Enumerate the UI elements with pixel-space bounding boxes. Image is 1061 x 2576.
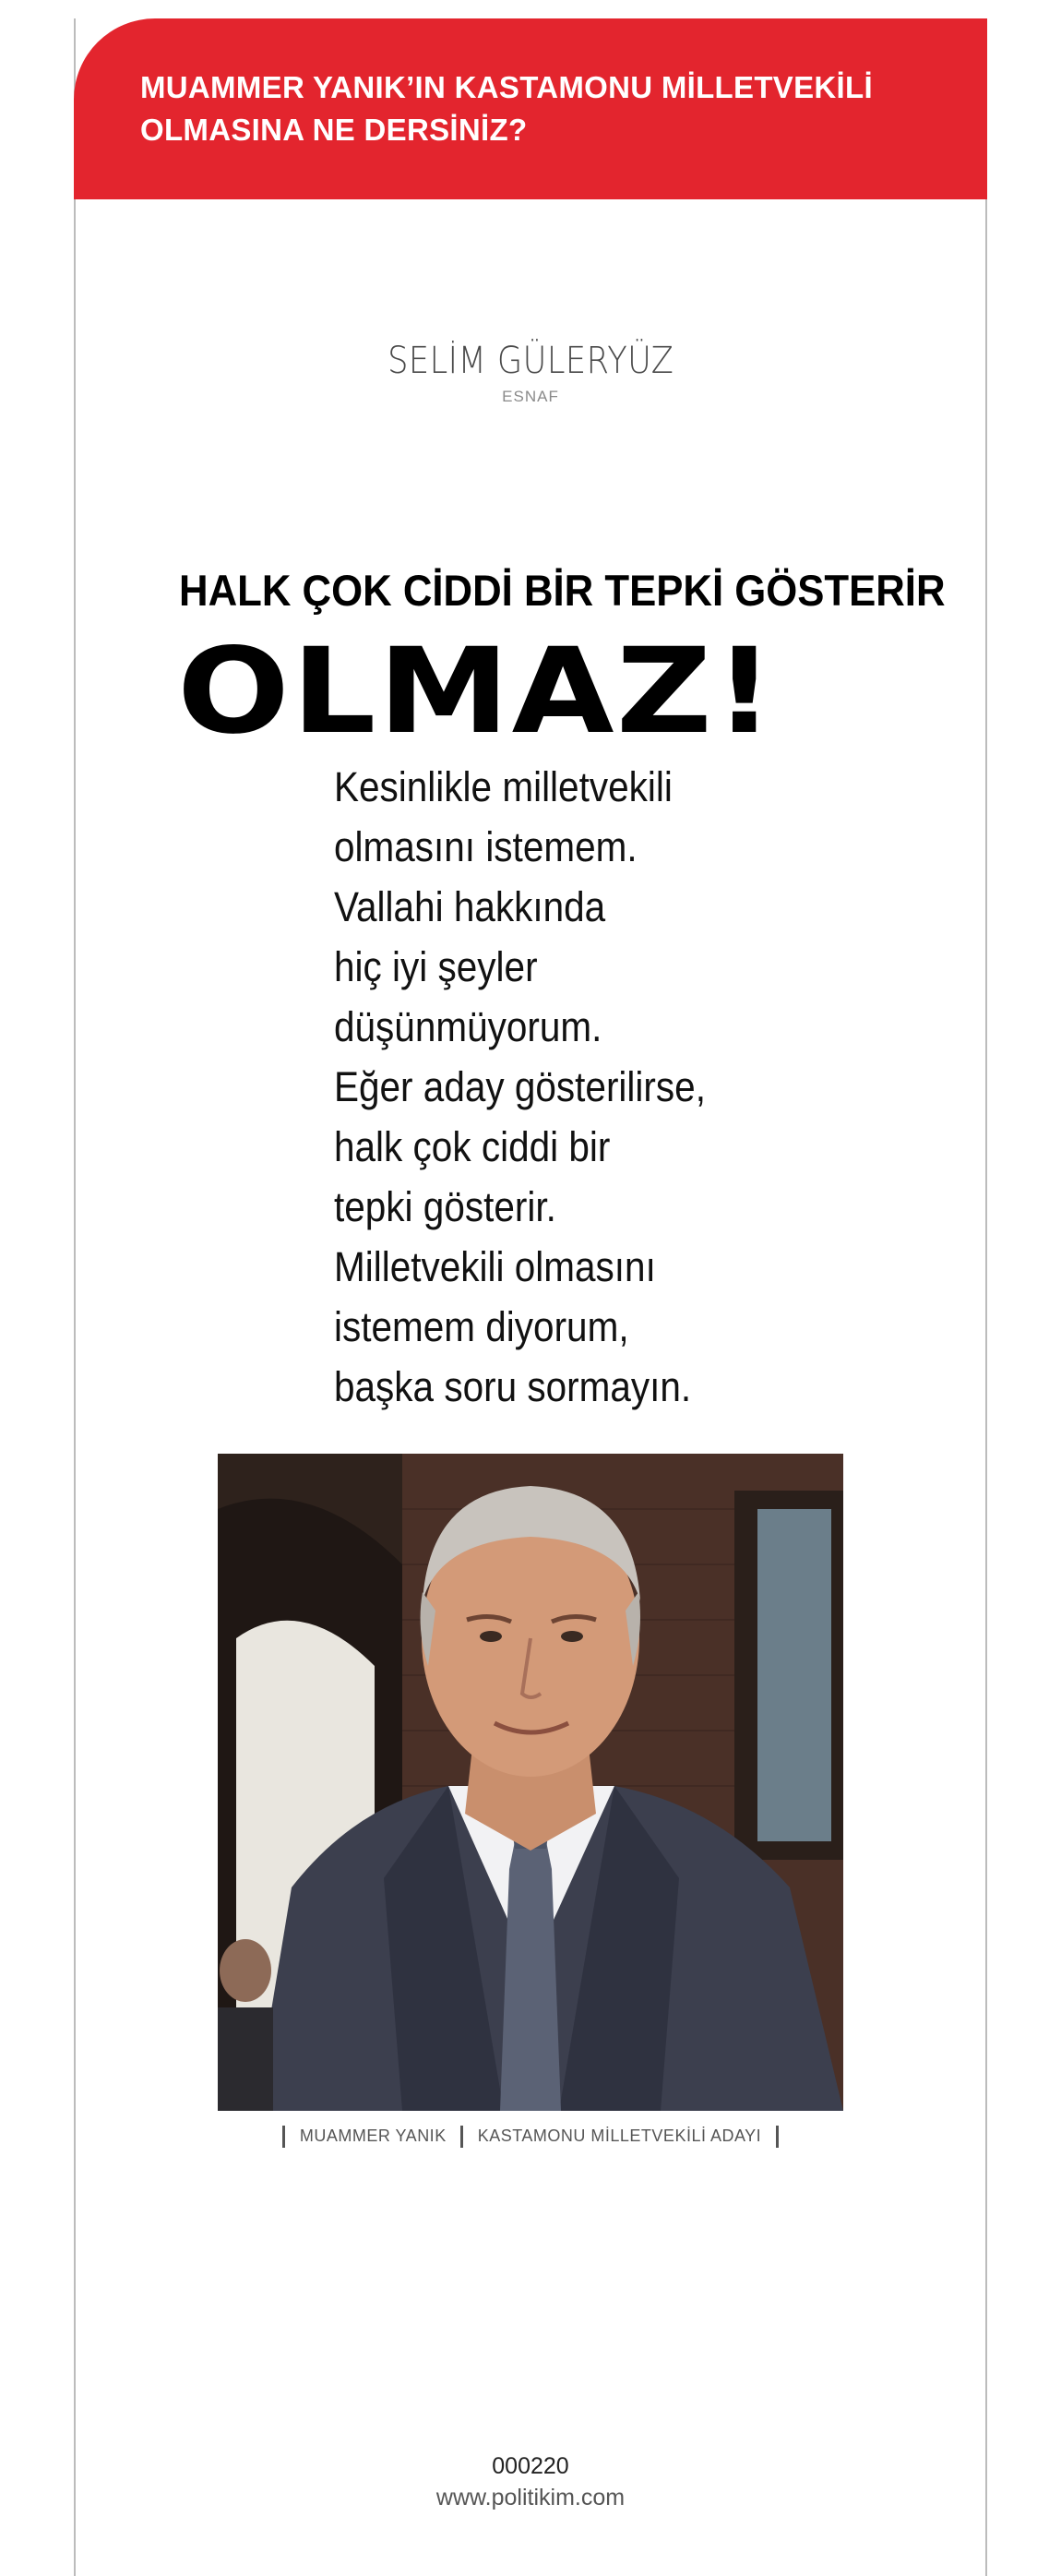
quote-text — [334, 757, 747, 1417]
quote-line: Vallahi hakkında — [334, 883, 606, 930]
photo-caption — [74, 2126, 987, 2148]
quote-line: olmasını istemem. — [334, 823, 638, 870]
author-block — [74, 340, 987, 406]
quote-line: Kesinlikle milletvekili — [334, 763, 673, 810]
banner-title-line2: OLMASINA NE DERSİNİZ? — [140, 113, 528, 147]
footer — [74, 2450, 987, 2513]
quote-line: başka soru sormayın. — [334, 1363, 692, 1410]
caption-divider — [776, 2126, 779, 2148]
quote-line: istemem diyorum, — [334, 1303, 629, 1350]
caption-divider — [282, 2126, 285, 2148]
footer-url[interactable]: www.politikim.com — [435, 2485, 626, 2510]
quote-line: Milletvekili olmasını — [334, 1243, 656, 1290]
quote-line: tepki gösterir. — [334, 1183, 556, 1230]
headline-verdict: OLMAZ! — [177, 623, 777, 761]
banner-title — [140, 66, 932, 151]
headline-subtitle: HALK ÇOK CİDDİ BİR TEPKİ GÖSTERİR — [179, 566, 946, 615]
author-name: SELİM GÜLERYÜZ — [387, 340, 674, 382]
quote-line: hiç iyi şeyler — [334, 943, 538, 990]
quote-line: düşünmüyorum. — [334, 1003, 602, 1050]
caption-divider — [460, 2126, 463, 2148]
quote-line: Eğer aday gösterilirse, — [334, 1063, 706, 1110]
quote-line: halk çok ciddi bir — [334, 1123, 611, 1170]
banner-title-line1: MUAMMER YANIK’IN KASTAMONU MİLLETVEKİLİ — [140, 70, 873, 104]
footer-code: 000220 — [492, 2453, 569, 2479]
candidate-photo — [218, 1454, 843, 2111]
header-banner — [74, 18, 987, 199]
caption-name: MUAMMER YANIK — [299, 2126, 447, 2145]
author-role: ESNAF — [502, 388, 559, 405]
caption-title: KASTAMONU MİLLETVEKİLİ ADAYI — [477, 2126, 762, 2145]
